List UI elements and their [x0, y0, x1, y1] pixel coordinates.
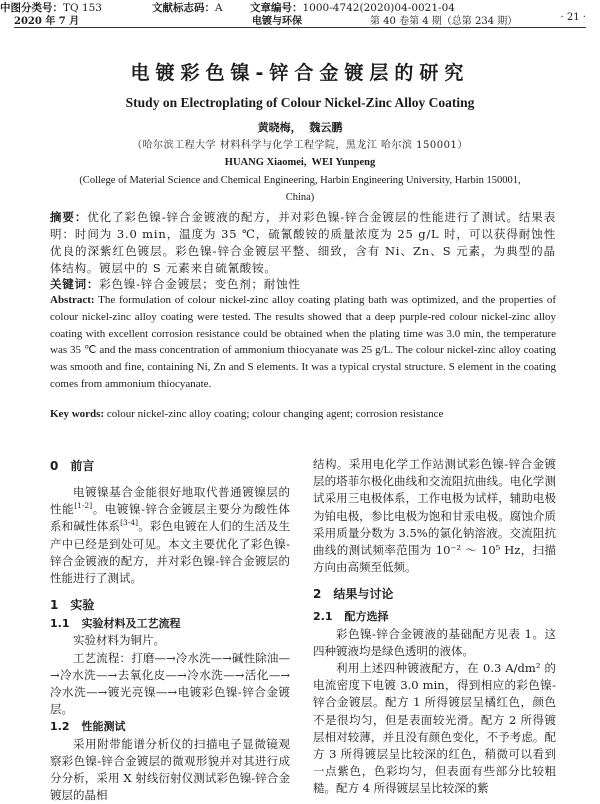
paragraph-introduction: 电镀镍基合金能很好地取代普通镀镍层的性能[1-2]。电镀镍-锌合金镀层主要分为酸性体系和碱性体系[3-4]。彩色电镀在人们的生活及生产中已经是到处可见。本文主要优化了彩色镍-锌合金镀液的配方，并对彩色镍-锌合金镀层的性能进行了测试。: [50, 485, 291, 586]
clc-number: 中图分类号：TQ 153: [0, 2, 102, 14]
affiliation-cn: （哈尔滨工程大学 材料科学与化学工程学院，黑龙江 哈尔滨 150001）: [132, 140, 468, 151]
keywords-cn-text: 彩色镍-锌合金镀层；变色剂；耐蚀性: [99, 277, 301, 291]
article-number: 文章编号：1000-4742(2020)04-0021-04: [250, 2, 455, 14]
abstract-en-text: The formulation of colour nickel-zinc alloy coating plating bath was optimized, and the properties of colour nickel-zinc alloy coating were tested. The results showed that a deep purple-red colour nickel-zinc alloy coating with excellent corrosion resistance could be obtained when the plating time was 3.0 min, the temperature was 35 ℃ and the mass concentration of ammonium thiocyanate was 25 g/L. The colour nickel-zinc alloy coating was smooth and fine, containing Ni, Zn and S elements. It was a typical crystal structure. S element in the coating comes from ammonium thiocyanate.: [50, 294, 556, 390]
affiliation-en: (College of Material Science and Chemical Engineering, Harbin Engineering University, Harbin 150001, China): [79, 175, 521, 203]
document-code: 文献标志码：A: [152, 2, 223, 14]
section-heading-1: 1 实验: [50, 598, 95, 613]
paragraph-continued: 结构。采用电化学工作站测试彩色镍-锌合金镀层的塔菲尔极化曲线和交流阻抗曲线。电化学测试采用三电极体系，工作电极为试样，辅助电极为铂电极，参比电极为饱和甘汞电极。腐蚀介质采用质量分数为 3.5%的氯化钠溶液。交流阻抗曲线的测试频率范围为 10⁻² ～ 10⁵ Hz，扫描方向由高频至低频。: [313, 457, 556, 575]
authors-cn: 黄晓梅， 魏云鹏: [257, 121, 343, 134]
paragraph-materials: 实验材料为铜片。: [73, 633, 165, 648]
header-issue: 第 40 卷第 4 期（总第 234 期）: [370, 16, 518, 27]
citation-1-2: [1-2]: [74, 501, 93, 511]
section-heading-2: 2 结果与讨论: [313, 587, 394, 602]
abstract-en-label: Abstract:: [50, 294, 95, 306]
paragraph-formula-basis: 彩色镍-锌合金镀液的基础配方见表 1。这四种镀液均是绿色透明的液体。: [313, 626, 556, 658]
keywords-cn-label: 关键词：: [50, 277, 100, 291]
citation-3-4: [3-4]: [120, 518, 139, 528]
subsection-heading-1-2: 1.2 性能测试: [50, 720, 126, 734]
keywords-cn: [50, 276, 556, 292]
subsection-heading-1-1: 1.1 实验材料及工艺流程: [50, 617, 181, 631]
keywords-en-text: colour nickel-zinc alloy coating; colour changing agent; corrosion resistance: [106, 408, 444, 420]
keywords-en: [50, 406, 556, 422]
abstract-en: [50, 292, 556, 393]
abstract-cn-text: 优化了彩色镍-锌合金镀液的配方，并对彩色镍-锌合金镀层的性能进行了测试。结果表明：时间为 3.0 min，温度为 35 ℃，硫氰酸铵的质量浓度为 25 g/L 时，可以获得耐蚀性优良的深紫红色镀层。彩色镍-锌合金镀层平整、细致，含有 Ni、Zn、S 元素，为典型的晶体结构。镀层中的 S 元素来自硫氰酸铵。: [50, 210, 557, 275]
body-column-right: [313, 456, 556, 796]
paper-title-en: Study on Electroplating of Colour Nickel-Zinc Alloy Coating: [125, 95, 475, 110]
paragraph-process-flow: 工艺流程：打磨—→冷水洗—→碱性除油—→冷水洗—→去氧化皮—→冷水洗—→活化—→冷水洗—→镀光亮镍—→电镀彩色镍-锌合金镀层。: [50, 650, 290, 717]
paragraph-formula-results: 利用上述四种镀液配方，在 0.3 A/dm² 的电流密度下电镀 3.0 min，得到相应的彩色镍-锌合金镀层。配方 1 所得镀层呈橘红色，颜色不是很均匀，但是表面较光滑。配方 2 所得镀层相对较薄，并且没有颜色变化，不予考虑。配方 3 所得镀层呈比较深的红色，稍微可以看到一点紫色，色彩均匀，但表面有些部分比较粗糙。配方 4 所得镀层呈比较深的紫: [313, 661, 556, 796]
header-journal-name: 电镀与环保: [252, 16, 302, 27]
header-date: 2020 年 7 月: [14, 16, 80, 27]
classification-line: [0, 0, 506, 16]
abstract-cn-label: 摘要：: [50, 210, 88, 224]
abstract-cn: [50, 209, 556, 277]
body-column-left: [50, 456, 291, 803]
subsection-heading-2-1: 2.1 配方选择: [313, 610, 389, 624]
paragraph-performance-test: 采用附带能谱分析仪的扫描电子显微镜观察彩色镍-锌合金镀层的微观形貌并对其进行成分分析，采用 X 射线衍射仪测试彩色镍-锌合金镀层的晶相: [50, 736, 290, 803]
paper-title-cn: 电镀彩色镍-锌合金镀层的研究: [130, 62, 470, 84]
header-page-number: · 21 ·: [560, 12, 586, 23]
authors-en: HUANG Xiaomei, WEI Yunpeng: [224, 157, 376, 168]
section-heading-0: 0 前言: [50, 459, 95, 473]
keywords-en-label: Key words:: [50, 408, 105, 420]
